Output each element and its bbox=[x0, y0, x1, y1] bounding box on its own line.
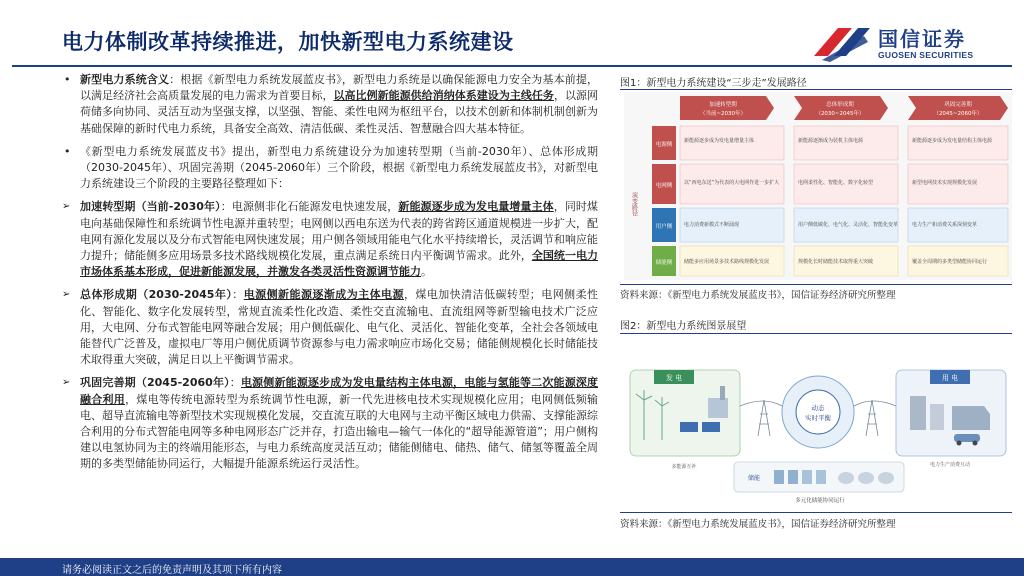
fig1-header-1-period: （当前~2030年） bbox=[699, 111, 747, 117]
logo-mark-icon bbox=[808, 22, 874, 64]
fig1-header-2-title: 总体形成期 bbox=[826, 102, 854, 108]
fig1-cell: 用户侧低碳化、电气化、灵活化、智能化变革 bbox=[798, 222, 899, 228]
figure1-caption: 图1：新型电力系统建设“三步走”发展路径 bbox=[620, 78, 807, 89]
fig1-header-3-title: 巩固完善期 bbox=[944, 102, 972, 108]
fig1-cell: 新能源逐渐成为装机主体电源 bbox=[798, 138, 864, 144]
bullet-dot: • bbox=[64, 73, 71, 86]
fig1-cell: 新型电网技术实现规模化发展 bbox=[912, 180, 978, 186]
paragraph-definition bbox=[62, 72, 598, 137]
paragraph-stage-2 bbox=[62, 287, 598, 368]
fig1-cell: 规模化长时储能技术取得重大突破 bbox=[798, 259, 874, 265]
para4-emphasis: 电源侧新能源逐渐成为主体电源 bbox=[243, 288, 404, 302]
para1-text1: ：根据《新型电力系统发展蓝皮书》，新型电力系统是以确保能源电力安全为基本前提，以满足经济社会高质量发展的电力需求为首要目标， bbox=[80, 73, 599, 103]
para1-label: 新型电力系统含义 bbox=[80, 73, 170, 86]
fig2-center-label1: 动态 bbox=[811, 404, 825, 412]
fig1-cell: 新能源逐步成为发电量结构主体电源 bbox=[912, 138, 993, 144]
fig1-header-1 bbox=[680, 96, 774, 120]
fig2-storage-label: 储能 bbox=[748, 475, 761, 482]
para3-text3: 。 bbox=[421, 265, 432, 279]
title-divider bbox=[12, 65, 1012, 67]
fig1-cell: 覆盖全周期的多类型储能协同运行 bbox=[912, 259, 988, 265]
fig1-cell: 电力消费新模式不断涌现 bbox=[684, 222, 740, 228]
fig1-row-name: 用户侧 bbox=[655, 224, 673, 230]
figure1-diagram bbox=[624, 92, 1012, 280]
para3-emphasis1: 新能源逐步成为发电量增量主体 bbox=[398, 200, 554, 214]
fig2-supply-label: 发 电 bbox=[665, 374, 683, 382]
para2-text: 《新型电力系统发展蓝皮书》提出，新型电力系统建设分为加速转型期（当前-2030年）、总体形成期（2030-2045年）、巩固完善期（2045-2060年）三个阶段，根据《新型电力系统发展蓝皮书》，对新型电力系统建设三个阶段的主要路径整理如下： bbox=[80, 144, 598, 191]
fig1-cell: 电力生产和消费关系深刻变革 bbox=[912, 222, 978, 228]
figure2-bottom-rule bbox=[620, 512, 1012, 513]
main-text bbox=[62, 72, 598, 480]
figure1-bottom-rule bbox=[620, 284, 1012, 285]
fig1-row-source bbox=[652, 126, 1008, 160]
footer-disclaimer: 请务必阅读正文之后的免责声明及其项下所有内容 bbox=[62, 565, 282, 576]
fig1-header-2-period: （2030~2045年） bbox=[815, 111, 865, 117]
fig2-left-note: 多能源互补 bbox=[671, 464, 697, 470]
fig2-demand-panel bbox=[896, 370, 1006, 468]
paragraph-stage-3 bbox=[62, 375, 598, 472]
company-logo bbox=[808, 22, 1008, 64]
page-title: 电力体制改革持续推进，加快新型电力系统建设 bbox=[62, 30, 514, 54]
figure2-source: 资料来源：《新型电力系统发展蓝皮书》，国信证券经济研究所整理 bbox=[620, 519, 896, 530]
fig1-header-3-period: （2045~2060年） bbox=[933, 111, 983, 117]
figure1-source: 资料来源：《新型电力系统发展蓝皮书》，国信证券经济研究所整理 bbox=[620, 290, 896, 301]
storage-tank-icon bbox=[838, 472, 894, 484]
para5-label: 巩固完善期（2045-2060年） bbox=[80, 376, 230, 390]
figure2-diagram bbox=[624, 340, 1012, 508]
footer-bar bbox=[0, 558, 1024, 576]
para4-text2: ，煤电加快清洁低碳转型；电网侧柔性化、智能化、数字化发展转型，常规直流柔性化改造、柔性交直流输电、直流组网等新型输电技术广泛应用，大电网、分布式智能电网等融合发展；用户侧低碳化、电气化、灵活化、智能化变革，全社会各领域电能替代广泛普及，虚拟电厂等用户侧优质调节资源参与电力需求响应市场化交易；储能侧规模化长时储能技术取得重大突破，满足日以上平衡调节需求。 bbox=[80, 288, 599, 367]
para3-text2: ，同时煤电向基础保障性和系统调节性电源并重转型；电网侧以西电东送为代表的跨省跨区通道规模进一步扩大，配电网有源化发展以及分布式智能电网快速发展；用户侧各领域用能电气化水平持续增长，灵活调节和响应能力提升；储能侧多应用场景多技术路线规模化发展，重点满足系统日内平衡调节需求。此外， bbox=[80, 200, 599, 263]
fig1-side-label: 演变路径 bbox=[630, 192, 638, 216]
fig2-supply-panel bbox=[630, 370, 740, 456]
fig2-right-note: 电力生产消费互动 bbox=[929, 462, 971, 468]
arrow-bullet-icon: ➢ bbox=[62, 289, 71, 301]
fig1-row-name: 电源侧 bbox=[655, 142, 673, 148]
para5-emphasis: 电源侧新能源逐步成为发电量结构主体电源，电能与氢能等二次能源深度融合利用 bbox=[80, 376, 599, 406]
para5-text2: ，煤电等传统电源转型为系统调节性电源，新一代先进核电技术实现规模化应用；电网侧低频输电、超导直流输电等新型技术实现规模化发展，交直流互联的大电网与主动平衡区域电力供需、支撑能源综合利用的分布式智能电网等多种电网形态广泛并存，打造出输电—输气一体化的“超导能源管道”；用户侧构建以电氢协同为主的终端用能形态，与电力系统高度灵活互动；储能侧储电、储热、储气、储氢等覆盖全周期的多类型储能协同运行，大幅提升能源系统运行灵活性。 bbox=[80, 392, 599, 471]
fig1-header-3 bbox=[908, 96, 1008, 120]
fig1-header-1-title: 加速转型期 bbox=[709, 102, 737, 108]
fig1-row-user bbox=[652, 208, 1008, 242]
paragraph-stage-1 bbox=[62, 199, 598, 280]
fig2-demand-label: 用 电 bbox=[941, 374, 959, 382]
para3-emphasis2: 全国统一电力市场体系基本形成，促进新能源发展，并激发各类灵活性资源调节能力 bbox=[80, 249, 598, 279]
fig2-bottom-label: 多元化储能协同运行 bbox=[795, 498, 845, 504]
factory-icon bbox=[952, 406, 990, 430]
logo-text-en: GUOSEN SECURITIES bbox=[878, 50, 974, 60]
arrow-bullet-icon: ➢ bbox=[62, 201, 71, 213]
para1-emphasis: 以高比例新能源供给消纳体系建设为主线任务 bbox=[333, 89, 554, 103]
fig1-row-grid bbox=[652, 164, 1008, 204]
fig1-cell: 新能源逐步成为发电量增量主体 bbox=[684, 138, 755, 144]
para3-text1: ：电源侧非化石能源发电快速发展， bbox=[220, 200, 399, 214]
para1-text2: ，以源网荷储多向协同、灵活互动为坚强支撑，以坚强、智能、柔性电网为枢纽平台，以技术创新和体制机制创新为基础保障的新时代电力系统，具备安全高效、清洁低碳、柔性灵活、智慧融合四大基本特征。 bbox=[80, 89, 599, 135]
fig1-row-storage bbox=[652, 246, 1008, 276]
arrow-bullet-icon: ➢ bbox=[62, 377, 71, 389]
figure1-top-rule bbox=[620, 89, 1012, 90]
fig1-cell: 电网柔性化、智能化、数字化转型 bbox=[798, 180, 874, 186]
para5-text1: ： bbox=[229, 376, 241, 390]
para4-text1: ： bbox=[232, 288, 244, 302]
fig1-header-2 bbox=[794, 96, 888, 120]
fig1-cell: 储能多应用场景多技术路线规模化发展 bbox=[684, 259, 770, 265]
para4-label: 总体形成期（2030-2045年） bbox=[80, 288, 233, 302]
bullet-dot: • bbox=[64, 144, 71, 158]
fig1-row-name: 电网侧 bbox=[655, 183, 673, 189]
logo-text-cn: 国信证券 bbox=[878, 27, 966, 51]
fig2-center-label2: 实时平衡 bbox=[805, 414, 831, 422]
para3-label: 加速转型期（当前-2030年） bbox=[80, 200, 221, 214]
figure2-caption: 图2：新型电力系统图景展望 bbox=[620, 321, 747, 332]
fig1-cell: 以“西电东送”为代表的大电网作进一步扩大 bbox=[684, 180, 780, 186]
fig1-row-name: 储能侧 bbox=[655, 260, 673, 266]
paragraph-stages bbox=[62, 144, 598, 193]
fig2-balance-center bbox=[782, 376, 854, 448]
figure2-top-rule bbox=[620, 333, 1012, 334]
